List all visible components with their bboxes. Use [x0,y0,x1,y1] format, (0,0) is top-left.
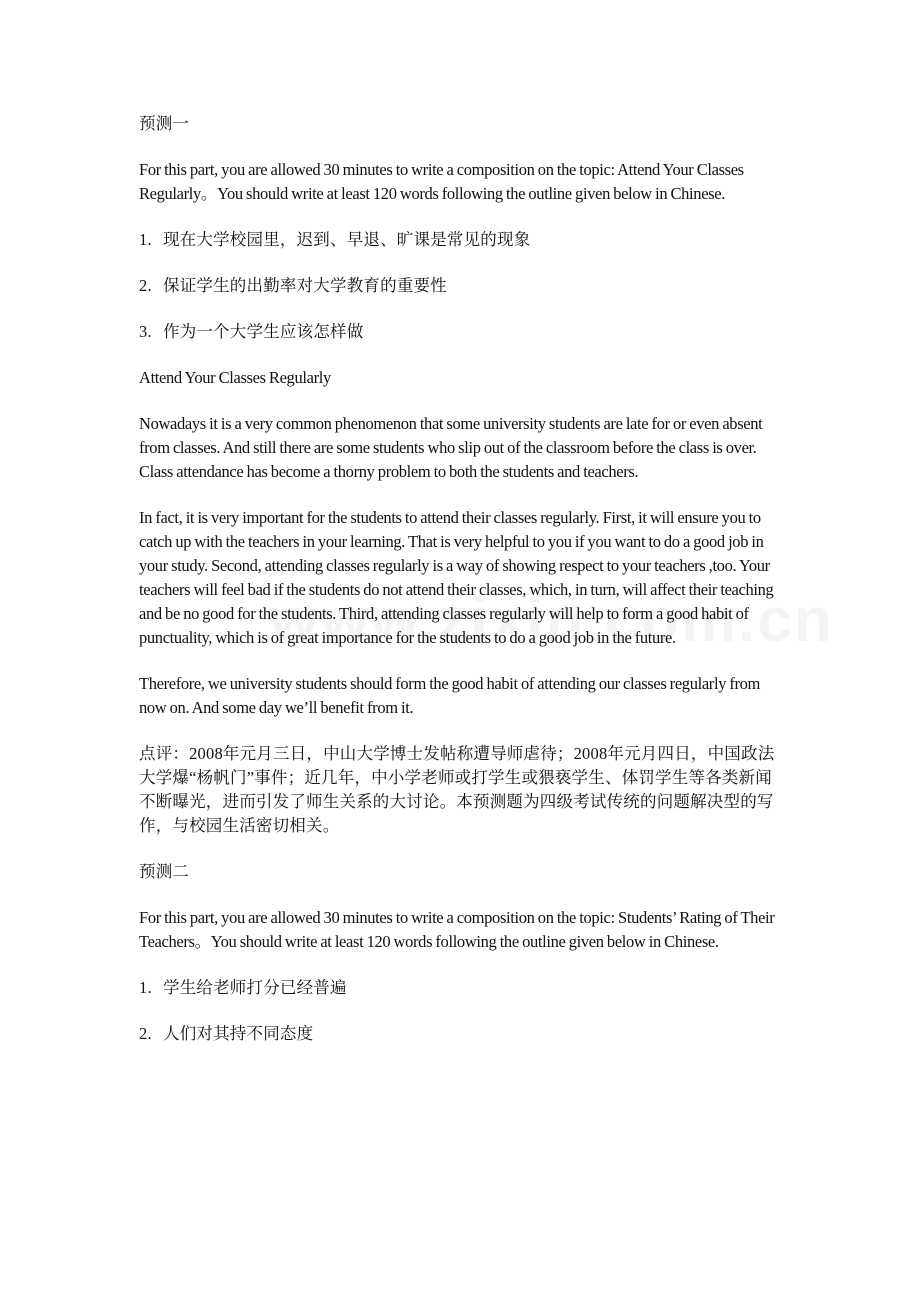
outline-number: 1. [139,230,152,249]
document-page [139,112,784,1068]
section-title-prediction-1: 预测一 [139,114,190,133]
prompt-paragraph-1: For this part, you are allowed 30 minutes to write a composition on the topic: Attend Your Classes Regularly。You should write at least 120 words following the outline given below in Chinese. [139,160,744,203]
comment-paragraph: 点评：2008年元月三日，中山大学博士发帖称遭导师虐待；2008年元月四日，中国政法大学爆“杨帆门”事件；近几年，中小学老师或打学生或猥亵学生、体罚学生等各类新闻不断曝光，进而引发了师生关系的大讨论。本预测题为四级考试传统的问题解决型的写作，与校园生活密切相关。 [139,744,775,835]
outline-item [139,320,784,344]
outline-number: 1. [139,978,152,997]
essay-paragraph: Nowadays it is a very common phenomenon that some university students are late for or even absent from classes. And still there are some students who slip out of the classroom before the class is over. Class attendance has become a thorny problem to both the students and teachers. [139,414,763,481]
essay-paragraph: Therefore, we university students should form the good habit of attending our classes regularly from now on. And some day we’ll benefit from it. [139,674,761,717]
prompt-paragraph-2: For this part, you are allowed 30 minutes to write a composition on the topic: Students’ Rating of Their Teachers。You should write at least 120 words following the outline given below in Chinese. [139,908,775,951]
outline-text: 保证学生的出勤率对大学教育的重要性 [163,276,447,295]
essay-paragraph: In fact, it is very important for the students to attend their classes regularly. First, it will ensure you to catch up with the teachers in your learning. That is very helpful to you if you want to do a good job in your study. Second, attending classes regularly is a way of showing respect to your teachers ,too. Your teachers will feel bad if the students do not attend their classes, which, in turn, will affect their teaching and be no good for the students. Third, attending classes regularly will help to form a good habit of punctuality, which is of great importance for the students to do a good job in the future. [139,508,774,647]
outline-text: 学生给老师打分已经普遍 [163,978,347,997]
outline-item [139,1022,784,1046]
outline-text: 作为一个大学生应该怎样做 [163,322,364,341]
outline-number: 2. [139,276,152,295]
outline-text: 现在大学校园里，迟到、早退、旷课是常见的现象 [163,230,531,249]
outline-item [139,976,784,1000]
outline-item [139,274,784,298]
outline-number: 3. [139,322,152,341]
outline-text: 人们对其持不同态度 [163,1024,314,1043]
outline-item [139,228,784,252]
section-title-prediction-2: 预测二 [139,862,190,881]
essay-title: Attend Your Classes Regularly [139,368,331,387]
outline-number: 2. [139,1024,152,1043]
